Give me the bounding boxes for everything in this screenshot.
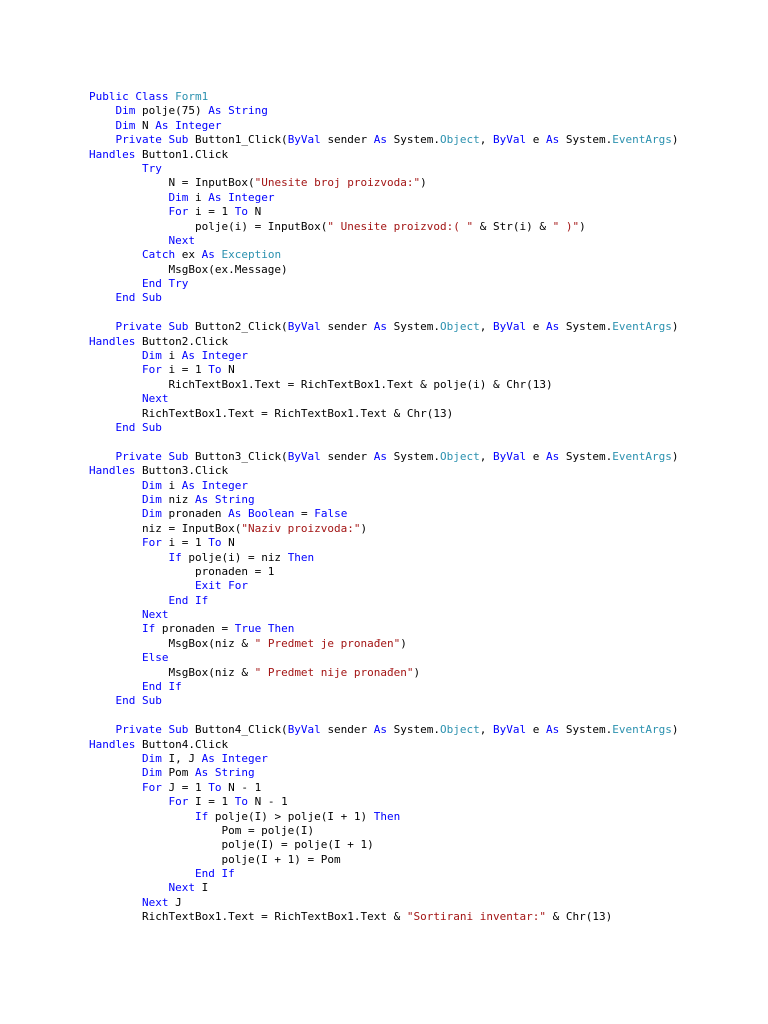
code-token: i — [194, 190, 209, 204]
code-token: To — [208, 536, 229, 550]
code-line — [89, 853, 758, 867]
code-token: As String — [194, 766, 255, 780]
code-line — [89, 738, 758, 752]
code-token: i — [168, 478, 182, 492]
code-line — [89, 709, 758, 723]
code-token: J — [175, 895, 182, 909]
code-token: " )" — [552, 219, 580, 233]
code-token: As String — [208, 104, 268, 118]
code-line — [89, 622, 758, 636]
code-line — [89, 363, 758, 377]
code-line — [89, 277, 758, 291]
code-line — [89, 392, 758, 406]
code-line — [89, 133, 758, 147]
code-token: polje(I + 1) = Pom — [89, 852, 341, 866]
code-token: ByVal — [287, 723, 328, 737]
code-token: If — [89, 622, 162, 636]
code-token: sender — [327, 449, 374, 463]
code-token: e — [532, 133, 547, 147]
code-token: Private Sub — [89, 133, 195, 147]
code-token: Try — [89, 161, 162, 175]
code-line — [89, 220, 758, 234]
code-line — [89, 781, 758, 795]
code-line — [89, 407, 758, 421]
code-token: ) — [360, 521, 368, 535]
code-line — [89, 752, 758, 766]
code-token: For — [89, 205, 195, 219]
code-token: , — [479, 449, 494, 463]
code-line — [89, 320, 758, 334]
code-token: As — [373, 723, 394, 737]
code-token: ) — [671, 320, 679, 334]
code-token: & Chr(13) — [545, 910, 613, 924]
code-line — [89, 435, 758, 449]
code-token: N — [228, 536, 235, 550]
code-token: Pom — [168, 766, 195, 780]
code-token: To — [208, 363, 229, 377]
code-line — [89, 291, 758, 305]
code-token: EventArgs — [612, 723, 672, 737]
code-token: As Integer — [155, 118, 222, 132]
code-token: , — [479, 723, 494, 737]
code-token: ) — [671, 449, 679, 463]
code-line — [89, 594, 758, 608]
code-token: ) — [671, 723, 679, 737]
code-token: & Str(i) & — [473, 219, 553, 233]
code-token: ex — [181, 248, 202, 262]
code-line — [89, 637, 758, 651]
code-token: For — [89, 536, 169, 550]
code-token: Exception — [221, 248, 282, 262]
code-token: pronaden — [168, 507, 229, 521]
code-token: Button4.Click — [141, 737, 229, 751]
code-token: As — [373, 320, 394, 334]
code-token: For — [89, 795, 195, 809]
code-token: System. — [565, 133, 613, 147]
code-token: polje(i) = niz — [188, 550, 288, 564]
code-token: As String — [194, 492, 255, 506]
code-token: Public Class — [89, 90, 176, 103]
code-token: sender — [327, 723, 374, 737]
code-line — [89, 349, 758, 363]
code-token: To — [234, 795, 255, 809]
code-token: As — [201, 248, 222, 262]
code-token: i = 1 — [168, 536, 209, 550]
code-token: ) — [579, 219, 586, 233]
code-token: As — [546, 449, 566, 463]
code-line — [89, 234, 758, 248]
code-line — [89, 493, 758, 507]
code-token: Dim — [89, 492, 169, 506]
code-token: polje(75) — [141, 104, 209, 118]
code-token: Next — [89, 881, 202, 895]
code-token: MsgBox(niz & — [89, 636, 255, 650]
code-token: ) — [413, 665, 421, 679]
code-token: i = 1 — [194, 205, 235, 219]
code-token: , — [479, 320, 494, 334]
code-token: As — [373, 133, 394, 147]
code-token: N — [254, 205, 262, 219]
code-token: Button1.Click — [141, 147, 229, 161]
code-line — [89, 263, 758, 277]
code-line — [89, 666, 758, 680]
code-token: Then — [373, 809, 401, 823]
code-line — [89, 464, 758, 478]
code-token: ByVal — [493, 723, 533, 737]
code-token: ByVal — [287, 449, 328, 463]
code-token: To — [208, 780, 229, 794]
code-token: False — [314, 507, 348, 521]
code-line — [89, 191, 758, 205]
code-line — [89, 378, 758, 392]
code-line — [89, 810, 758, 824]
code-token: pronaden = — [161, 622, 235, 636]
code-token: Exit For — [89, 579, 248, 593]
code-token: Object — [440, 133, 480, 147]
code-token: N — [228, 363, 235, 377]
code-token: Handles — [89, 737, 142, 751]
code-token: "Unesite broj proizvoda:" — [254, 176, 421, 190]
code-token: ByVal — [493, 320, 533, 334]
code-line — [89, 536, 758, 550]
code-token: Pom = polje(I) — [89, 823, 315, 837]
code-token: " Unesite proizvod:( " — [327, 219, 474, 233]
code-token: e — [532, 320, 547, 334]
code-token: Private Sub — [89, 723, 195, 737]
code-token: pronaden = 1 — [89, 564, 275, 578]
code-token: polje(I) = polje(I + 1) — [89, 838, 374, 852]
code-line — [89, 565, 758, 579]
code-token: System. — [565, 723, 613, 737]
code-token: Next — [89, 233, 195, 247]
code-token: Object — [440, 449, 480, 463]
code-line — [89, 306, 758, 320]
code-token: N - 1 — [254, 795, 288, 809]
code-token: " Predmet nije pronađen" — [254, 665, 414, 679]
code-token: End If — [89, 593, 209, 607]
code-token: Handles — [89, 147, 142, 161]
code-token: As — [546, 133, 566, 147]
code-token: System. — [393, 320, 441, 334]
code-token: I, J — [168, 751, 202, 765]
code-line — [89, 896, 758, 910]
code-token: "Sortirani inventar:" — [406, 910, 546, 924]
code-token: ByVal — [287, 133, 328, 147]
code-token: Button2_Click( — [194, 320, 288, 334]
code-token: As Integer — [181, 478, 248, 492]
code-line — [89, 522, 758, 536]
code-listing — [89, 90, 758, 925]
code-token: N = InputBox( — [89, 176, 255, 190]
code-token: I — [201, 881, 209, 895]
code-token: If — [89, 809, 215, 823]
code-line — [89, 148, 758, 162]
code-token: System. — [565, 449, 613, 463]
code-token: EventArgs — [612, 133, 672, 147]
code-token: Next — [89, 392, 169, 406]
code-token: For — [89, 363, 169, 377]
code-token: As Integer — [208, 190, 275, 204]
code-token: Dim — [89, 190, 195, 204]
code-token: Dim — [89, 118, 142, 132]
code-line — [89, 608, 758, 622]
code-token: Object — [440, 320, 480, 334]
code-token: Catch — [89, 248, 182, 262]
code-token: ByVal — [287, 320, 328, 334]
code-token: "Naziv proizvoda:" — [241, 521, 361, 535]
code-token: sender — [327, 133, 374, 147]
code-token: Private Sub — [89, 320, 195, 334]
code-line — [89, 838, 758, 852]
code-token: For — [89, 780, 169, 794]
code-token: i — [168, 349, 182, 363]
code-line — [89, 176, 758, 190]
code-token: niz = InputBox( — [89, 521, 242, 535]
code-line — [89, 248, 758, 262]
code-line — [89, 450, 758, 464]
code-line — [89, 694, 758, 708]
code-token: End Sub — [89, 291, 162, 305]
code-line — [89, 162, 758, 176]
code-token: ) — [420, 176, 427, 190]
code-token: End If — [89, 680, 182, 694]
code-token: ) — [400, 636, 407, 650]
code-token: Then — [287, 550, 315, 564]
code-token: System. — [393, 723, 441, 737]
code-token: N - 1 — [228, 780, 262, 794]
code-token: System. — [393, 133, 441, 147]
code-token: e — [532, 723, 547, 737]
code-line — [89, 479, 758, 493]
code-line — [89, 680, 758, 694]
code-token: Dim — [89, 751, 169, 765]
code-token: Dim — [89, 349, 169, 363]
code-token: End If — [89, 867, 235, 881]
code-token: e — [532, 449, 547, 463]
code-line — [89, 723, 758, 737]
code-token: i = 1 — [168, 363, 209, 377]
code-line — [89, 421, 758, 435]
code-token: End Try — [89, 277, 189, 291]
code-token: ByVal — [493, 449, 533, 463]
code-token: , — [479, 133, 494, 147]
code-line — [89, 867, 758, 881]
code-token: Button1_Click( — [194, 133, 288, 147]
code-token: sender — [327, 320, 374, 334]
code-line — [89, 90, 758, 104]
code-token: RichTextBox1.Text = RichTextBox1.Text & — [89, 910, 407, 924]
code-token: Handles — [89, 464, 142, 478]
code-token: polje(I) > polje(I + 1) — [214, 809, 374, 823]
code-token: Button4_Click( — [194, 723, 288, 737]
code-token: Handles — [89, 334, 142, 348]
code-token: Button3.Click — [141, 464, 229, 478]
code-token: niz — [168, 492, 195, 506]
code-line — [89, 881, 758, 895]
code-token: polje(i) = InputBox( — [89, 219, 328, 233]
code-line — [89, 651, 758, 665]
code-token: Else — [89, 651, 169, 665]
code-line — [89, 119, 758, 133]
code-line — [89, 579, 758, 593]
code-line — [89, 205, 758, 219]
code-token: MsgBox(niz & — [89, 665, 255, 679]
code-token: System. — [393, 449, 441, 463]
code-token: True Then — [234, 622, 295, 636]
code-token: As — [373, 449, 394, 463]
code-token: End Sub — [89, 694, 162, 708]
code-token: As Boolean — [228, 507, 301, 521]
code-line — [89, 335, 758, 349]
code-token: Button2.Click — [141, 334, 229, 348]
code-line — [89, 910, 758, 924]
code-token: If — [89, 550, 189, 564]
code-token: System. — [565, 320, 613, 334]
code-token: Button3_Click( — [194, 449, 288, 463]
code-token: RichTextBox1.Text = RichTextBox1.Text & Chr(13) — [89, 406, 454, 420]
code-token: To — [234, 205, 255, 219]
code-token: MsgBox(ex.Message) — [89, 262, 288, 276]
code-token: Dim — [89, 507, 169, 521]
code-token: Private Sub — [89, 449, 195, 463]
code-token: Form1 — [175, 90, 209, 103]
code-token: I = 1 — [194, 795, 235, 809]
code-token: EventArgs — [612, 449, 672, 463]
code-token: As Integer — [181, 349, 248, 363]
code-token: As — [546, 320, 566, 334]
code-line — [89, 824, 758, 838]
code-token: Dim — [89, 104, 142, 118]
code-token: Object — [440, 723, 480, 737]
code-token: Dim — [89, 766, 169, 780]
code-line — [89, 795, 758, 809]
code-line — [89, 507, 758, 521]
code-line — [89, 104, 758, 118]
code-token: ByVal — [493, 133, 533, 147]
code-token: " Predmet je pronađen" — [254, 636, 401, 650]
code-line — [89, 766, 758, 780]
code-token: Dim — [89, 478, 169, 492]
code-line — [89, 551, 758, 565]
code-token: Next — [89, 608, 169, 622]
code-token: J = 1 — [168, 780, 209, 794]
code-token: End Sub — [89, 420, 162, 434]
code-token: = — [300, 507, 315, 521]
code-token: As Integer — [201, 751, 268, 765]
code-token: EventArgs — [612, 320, 672, 334]
code-token: As — [546, 723, 566, 737]
code-token: RichTextBox1.Text = RichTextBox1.Text & polje(i) & Chr(13) — [89, 377, 553, 391]
code-token: Next — [89, 895, 176, 909]
code-token: N — [141, 118, 156, 132]
code-token: ) — [671, 133, 679, 147]
